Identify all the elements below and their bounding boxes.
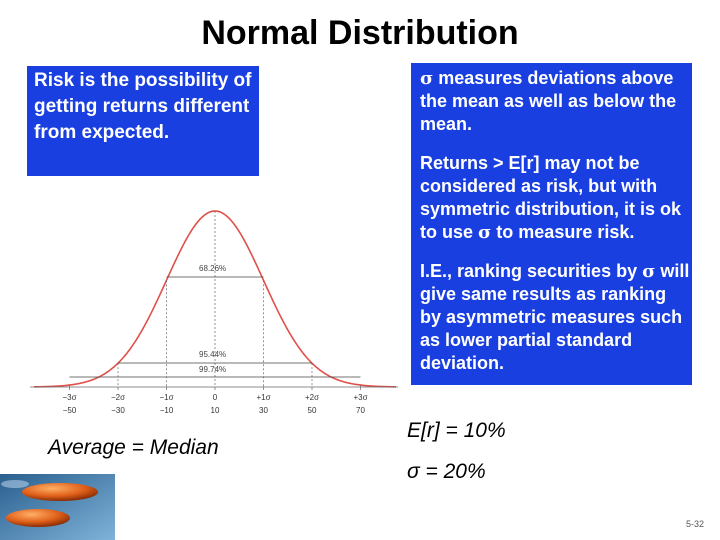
value-tick-label: 70 <box>356 406 365 415</box>
sigma-tick-label: 0 <box>212 393 218 402</box>
value-tick-label: 30 <box>259 406 268 415</box>
expected-return-label: E[r] = 10% <box>407 419 506 442</box>
percent-label-1sigma: 68.26% <box>199 264 227 273</box>
value-tick-label: −30 <box>111 406 125 415</box>
sigma-symbol: σ <box>420 68 434 89</box>
sigma-paragraph-3 <box>420 260 692 375</box>
page-number: 5-32 <box>686 519 705 529</box>
value-tick-label: 10 <box>210 406 220 415</box>
value-tick-label: −10 <box>159 406 174 415</box>
sigma-symbol: σ <box>478 222 492 243</box>
slide-title: Normal Distribution <box>201 14 519 52</box>
risk-definition-box <box>27 66 259 176</box>
sigma-paragraph-1 <box>420 67 692 136</box>
value-tick-label: 50 <box>307 406 317 415</box>
sigma-symbol: σ <box>642 261 656 282</box>
sigma-tick-label: +1σ <box>256 393 271 402</box>
sigma-tick-label: +2σ <box>304 393 320 402</box>
sigma-paragraph-2-text: Returns > E[r] may not be considered as risk, but with symmetric distribution, it is ok to use <box>420 153 682 242</box>
sigma-tick-label: −2σ <box>110 393 126 402</box>
sigma-tick-label: −3σ <box>62 393 77 402</box>
sigma-tick-label: −1σ <box>159 393 174 402</box>
risk-definition-text: Risk is the possibility of getting returns different from expected. <box>34 70 252 143</box>
sigma-paragraph-3-text: I.E., ranking securities by <box>420 261 643 281</box>
average-median-label: Average = Median <box>48 436 219 459</box>
sigma-paragraph-3-end: will give same results as ranking by asymmetric measures such as lower partial standard deviation. <box>420 261 690 373</box>
sigma-paragraph-2-end: to measure risk. <box>491 222 635 242</box>
value-tick-label: −50 <box>62 406 77 415</box>
percent-label-3sigma: 99.74% <box>199 365 227 374</box>
sigma-paragraph-1-text: measures deviations above the mean as well as below the mean. <box>420 68 677 134</box>
sigma-tick-label: +3σ <box>353 393 368 402</box>
sigma-paragraph-2 <box>420 152 692 244</box>
std-dev-label: σ = 20% <box>407 460 486 483</box>
pebbles-decoration-image <box>0 474 115 540</box>
normal-distribution-figure <box>24 205 404 415</box>
sigma-explanation-box <box>411 63 692 385</box>
percent-label-2sigma: 95.44% <box>199 350 227 359</box>
